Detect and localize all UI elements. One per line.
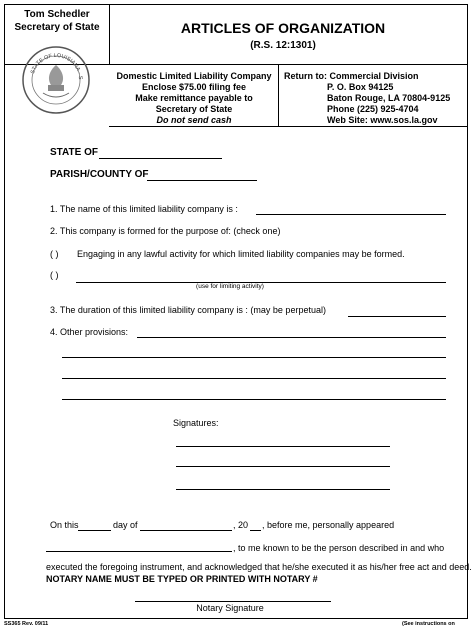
year-label: , 20 [233, 520, 249, 530]
person-appeared-field[interactable] [46, 551, 232, 552]
form-title: ARTICLES OF ORGANIZATION [180, 20, 386, 36]
notary-name-note: NOTARY NAME MUST BE TYPED OR PRINTED WITH NOTARY # [46, 574, 318, 584]
notary-signature-label: Notary Signature [196, 603, 264, 613]
option-1-label: Engaging in any lawful activity for which limited liability companies may be formed. [77, 249, 405, 259]
day-of-label: day of [113, 520, 138, 530]
known-to-me-label: , to me known to be the person described in and who [233, 543, 445, 553]
question-4: 4. Other provisions: [50, 327, 129, 337]
signature-line-1[interactable] [176, 446, 390, 447]
return-to-line2: P. O. Box 94125 [327, 82, 394, 92]
day-field[interactable] [78, 530, 111, 531]
official-title: Secretary of State [14, 22, 100, 33]
state-seal [21, 45, 91, 115]
question-2: 2. This company is formed for the purpose of: (check one) [50, 226, 281, 236]
notary-signature-line[interactable] [135, 601, 331, 602]
filing-info-line3: Make remittance payable to [135, 93, 253, 103]
on-this-label: On this [50, 520, 79, 530]
form-code: SS365 Rev. 09/11 [4, 621, 49, 627]
provisions-line-4[interactable] [62, 399, 446, 400]
month-field[interactable] [140, 530, 232, 531]
option-1-checkbox[interactable]: ( ) [50, 249, 59, 259]
official-name: Tom Schedler [24, 9, 90, 20]
provisions-line-2[interactable] [62, 357, 446, 358]
return-to-line4: Phone (225) 925-4704 [327, 104, 419, 114]
provisions-line-1[interactable] [137, 337, 446, 338]
filing-info-line5: Do not send cash [156, 115, 232, 125]
info-box-divider [278, 64, 279, 126]
filing-info-line4: Secretary of State [155, 104, 233, 114]
info-box-rule-top [109, 64, 468, 65]
instructions-note: (See instructions on [402, 621, 455, 627]
before-me-label: , before me, personally appeared [262, 520, 395, 530]
provisions-line-3[interactable] [62, 378, 446, 379]
limited-activity-note: (use for limiting activity) [196, 283, 264, 290]
statute-reference: (R.S. 12:1301) [250, 40, 316, 51]
duration-field[interactable] [348, 316, 446, 317]
state-field[interactable] [99, 158, 222, 159]
signatures-label: Signatures: [173, 418, 219, 428]
question-1: 1. The name of this limited liability company is : [50, 204, 238, 214]
state-label: STATE OF [50, 147, 98, 158]
executed-statement: executed the foregoing instrument, and acknowledged that he/she executed it as his/her free act and deed. [46, 562, 472, 572]
return-to-line3: Baton Rouge, LA 70804-9125 [327, 93, 451, 103]
return-to-line5: Web Site: www.sos.la.gov [327, 115, 438, 125]
filing-info-line1: Domestic Limited Liability Company [116, 71, 272, 81]
return-to-line1: Return to: Commercial Division [284, 71, 419, 81]
signature-line-3[interactable] [176, 489, 390, 490]
company-name-field[interactable] [256, 214, 446, 215]
info-box-rule-bottom [109, 126, 468, 127]
year-field[interactable] [250, 530, 261, 531]
parish-label: PARISH/COUNTY OF [50, 169, 149, 180]
filing-info-line2: Enclose $75.00 filing fee [141, 82, 247, 92]
question-3: 3. The duration of this limited liability company is : (may be perpetual) [50, 305, 326, 315]
option-2-checkbox[interactable]: ( ) [50, 270, 59, 280]
parish-field[interactable] [147, 180, 257, 181]
seal-text: STATE OF LOUISIANA · S [29, 52, 84, 80]
signature-line-2[interactable] [176, 466, 390, 467]
